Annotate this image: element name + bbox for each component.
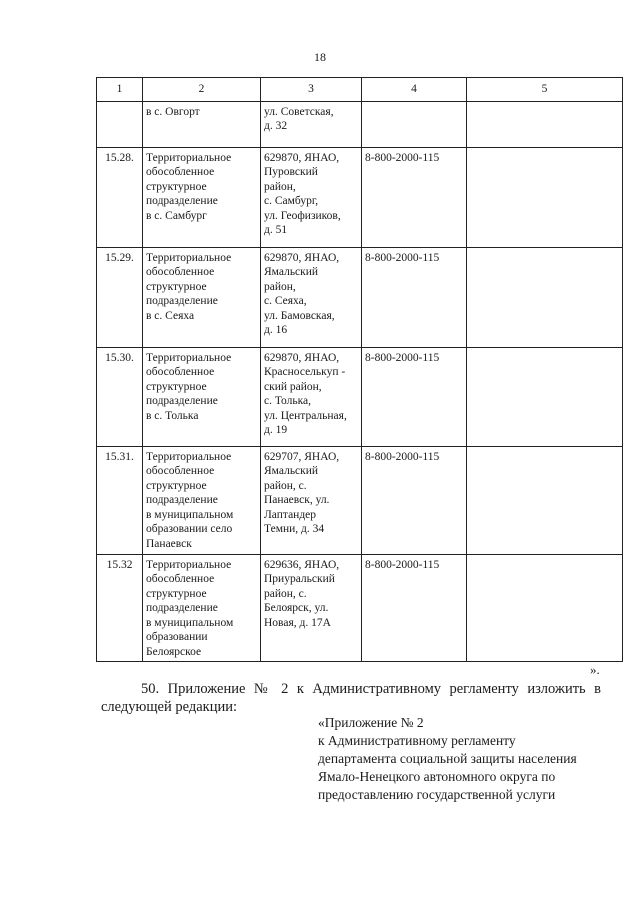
division-extra: [467, 347, 623, 446]
table-row: [97, 446, 623, 554]
table-row: [97, 347, 623, 446]
division-address: 629870, ЯНАО, Ямальский район, с. Сеяха, ул. Бамовская, д. 16: [261, 247, 362, 347]
division-extra: [467, 101, 623, 147]
amendment-paragraph: 50. Приложение № 2 к Административному регламенту изложить в следующей редакции:: [101, 681, 601, 715]
column-header-3: 3: [261, 78, 362, 102]
row-number: 15.28.: [97, 147, 143, 247]
table-header-row: [97, 78, 623, 102]
table-row: [97, 554, 623, 662]
appendix-line: Ямало-Ненецкого автономного округа по: [318, 769, 556, 784]
division-address: 629636, ЯНАО, Приуральский район, с. Белоярск, ул. Новая, д. 17А: [261, 554, 362, 662]
division-name: Территориальное обособленное структурное подразделение в муниципальном образовании Белоярское: [143, 554, 261, 662]
page-number: 18: [314, 50, 326, 64]
division-name: Территориальное обособленное структурное подразделение в с. Сеяха: [143, 247, 261, 347]
row-number: [97, 101, 143, 147]
table-row: [97, 101, 623, 147]
division-name: Территориальное обособленное структурное подразделение в с. Самбург: [143, 147, 261, 247]
row-number: 15.31.: [97, 446, 143, 554]
table-row: [97, 247, 623, 347]
division-name: в с. Овгорт: [143, 101, 261, 147]
appendix-heading: [318, 714, 618, 804]
division-extra: [467, 147, 623, 247]
institutions-table: [96, 77, 623, 662]
division-phone: 8-800-2000-115: [362, 554, 467, 662]
division-extra: [467, 446, 623, 554]
division-address: 629707, ЯНАО, Ямальский район, с. Панаевск, ул. Лаптандер Темни, д. 34: [261, 446, 362, 554]
row-number: 15.29.: [97, 247, 143, 347]
row-number: 15.32: [97, 554, 143, 662]
appendix-line: департамента социальной защиты населения: [318, 751, 577, 766]
table-row: [97, 147, 623, 247]
column-header-1: 1: [97, 78, 143, 102]
row-number: 15.30.: [97, 347, 143, 446]
closing-quote: ».: [590, 662, 600, 677]
division-extra: [467, 554, 623, 662]
column-header-4: 4: [362, 78, 467, 102]
column-header-2: 2: [143, 78, 261, 102]
division-phone: 8-800-2000-115: [362, 147, 467, 247]
appendix-line: к Административному регламенту: [318, 733, 516, 748]
division-phone: 8-800-2000-115: [362, 446, 467, 554]
division-address: 629870, ЯНАО, Пуровский район, с. Самбург, ул. Геофизиков, д. 51: [261, 147, 362, 247]
division-phone: 8-800-2000-115: [362, 247, 467, 347]
appendix-line: «Приложение № 2: [318, 715, 424, 730]
division-address: ул. Советская, д. 32: [261, 101, 362, 147]
division-name: Территориальное обособленное структурное подразделение в с. Толька: [143, 347, 261, 446]
division-phone: [362, 101, 467, 147]
division-extra: [467, 247, 623, 347]
division-address: 629870, ЯНАО, Красноселькуп - ский район, с. Толька, ул. Центральная, д. 19: [261, 347, 362, 446]
division-name: Территориальное обособленное структурное подразделение в муниципальном образовании село Панаевск: [143, 446, 261, 554]
appendix-line: предоставлению государственной услуги: [318, 787, 556, 802]
column-header-5: 5: [467, 78, 623, 102]
division-phone: 8-800-2000-115: [362, 347, 467, 446]
